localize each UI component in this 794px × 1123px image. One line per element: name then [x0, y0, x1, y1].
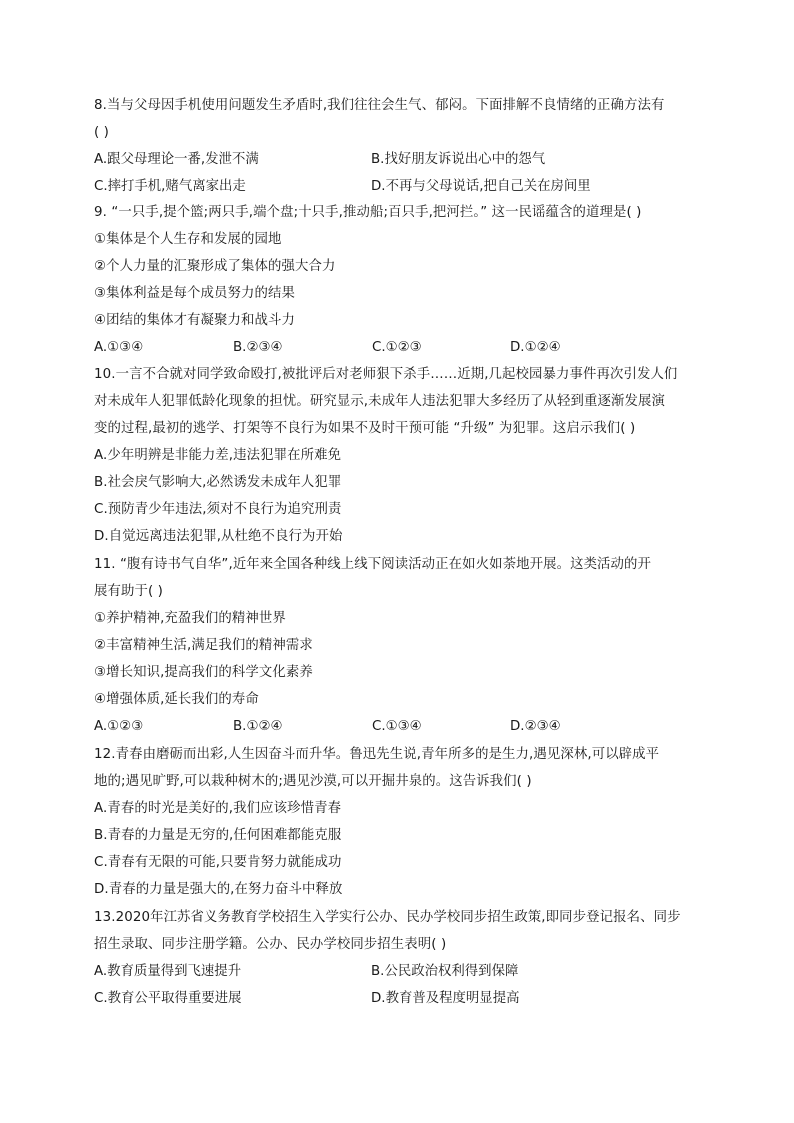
question-stem-line: 8.当与父母因手机使用问题发生矛盾时,我们往往会生气、郁闷。下面排解不良情绪的正确方法有: [94, 98, 665, 113]
statement-item: ①集体是个人生存和发展的园地: [94, 232, 282, 247]
option-c: C.①②③: [372, 340, 422, 355]
statement-item: ②丰富精神生活,满足我们的精神需求: [94, 638, 313, 653]
question-stem-line: 对未成年人犯罪低龄化现象的担忧。研究显示,未成年人违法犯罪大多经历了从轻到重逐渐发展演: [94, 394, 665, 409]
statement-item: ①养护精神,充盈我们的精神世界: [94, 611, 286, 626]
option-d: D.②③④: [510, 719, 561, 734]
option-d: D.不再与父母说话,把自己关在房间里: [371, 179, 591, 194]
option-d: D.①②④: [510, 340, 561, 355]
question-stem-line: 地的;遇见旷野,可以栽种树木的;遇见沙漠,可以开掘井泉的。这告诉我们( ): [94, 774, 532, 789]
question-stem-line: 展有助于( ): [94, 584, 163, 599]
option-a: A.教育质量得到飞速提升: [94, 964, 242, 979]
options-row: [94, 151, 714, 169]
options-row: [94, 718, 714, 736]
option-c: C.预防青少年违法,须对不良行为追究刑责: [94, 502, 342, 517]
statement-item: ④增强体质,延长我们的寿命: [94, 692, 259, 707]
option-b: B.青春的力量是无穷的,任何困难都能克服: [94, 828, 342, 843]
option-b: B.①②④: [233, 719, 283, 734]
option-c: C.教育公平取得重要进展: [94, 991, 242, 1006]
option-d: D.自觉远离违法犯罪,从杜绝不良行为开始: [94, 529, 343, 544]
question-stem-line: 变的过程,最初的逃学、打架等不良行为如果不及时干预可能 “升级” 为犯罪。这启示我们( ): [94, 421, 636, 436]
question-stem-line: ( ): [94, 125, 110, 140]
question-stem-line: 12.青春由磨砺而出彩,人生因奋斗而升华。鲁迅先生说,青年所多的是生力,遇见深林,可以辟成平: [94, 747, 660, 762]
option-a: A.跟父母理论一番,发泄不满: [94, 152, 259, 167]
option-d: D.教育普及程度明显提高: [371, 991, 520, 1006]
options-row: [94, 339, 714, 357]
question-stem-line: 招生录取、同步注册学籍。公办、民办学校同步招生表明( ): [94, 937, 447, 952]
question-stem-line: 9. “一只手,提个篮;两只手,端个盘;十只手,推动船;百只手,把河拦。” 这一民谣蕴含的道理是( ): [94, 205, 642, 220]
option-b: B.社会戾气影响大,必然诱发未成年人犯罪: [94, 475, 342, 490]
question-stem-line: 13.2020年江苏省义务教育学校招生入学实行公办、民办学校同步招生政策,即同步登记报名、同步: [94, 910, 681, 925]
option-b: B.②③④: [233, 340, 283, 355]
option-b: B.公民政治权利得到保障: [371, 964, 519, 979]
question-stem-line: 11. “腹有诗书气自华”,近年来全国各种线上线下阅读活动正在如火如荼地开展。这类活动的开: [94, 557, 652, 572]
option-a: A.少年明辨是非能力差,违法犯罪在所难免: [94, 448, 342, 463]
options-row: [94, 178, 714, 196]
option-b: B.找好朋友诉说出心中的怨气: [371, 152, 546, 167]
option-c: C.①③④: [372, 719, 422, 734]
statement-item: ③集体利益是每个成员努力的结果: [94, 286, 295, 301]
statement-item: ④团结的集体才有凝聚力和战斗力: [94, 313, 295, 328]
option-a: A.①②③: [94, 719, 144, 734]
option-d: D.青春的力量是强大的,在努力奋斗中释放: [94, 882, 343, 897]
statement-item: ③增长知识,提高我们的科学文化素养: [94, 665, 313, 680]
option-a: A.①③④: [94, 340, 144, 355]
question-stem-line: 10.一言不合就对同学致命殴打,被批评后对老师狠下杀手……近期,几起校园暴力事件再次引发人们: [94, 367, 678, 382]
options-row: [94, 963, 714, 981]
options-row: [94, 990, 714, 1008]
statement-item: ②个人力量的汇聚形成了集体的强大合力: [94, 259, 336, 274]
option-c: C.青春有无限的可能,只要肯努力就能成功: [94, 855, 342, 870]
option-a: A.青春的时光是美好的,我们应该珍惜青春: [94, 801, 342, 816]
option-c: C.摔打手机,赌气离家出走: [94, 179, 246, 194]
